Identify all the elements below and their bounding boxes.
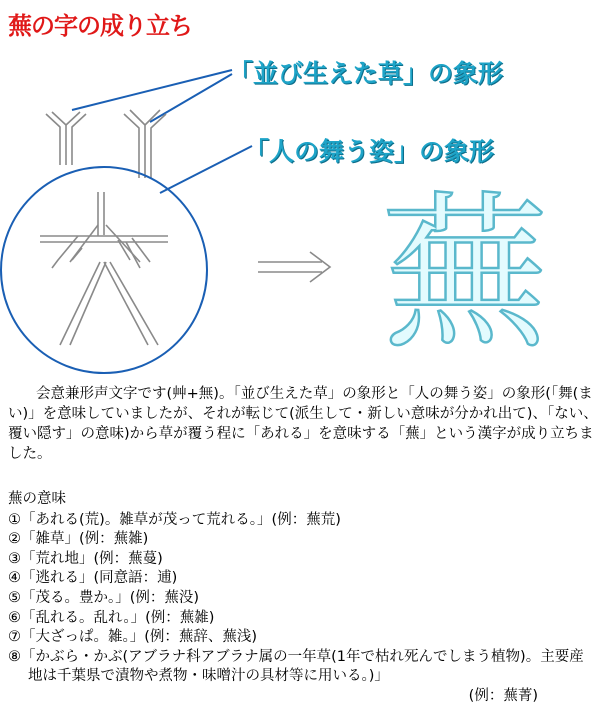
- page-title: 蕪の字の成り立ち: [8, 12, 192, 40]
- meaning-item: ④「逃れる」(同意語：逋): [8, 570, 178, 587]
- dancer-glyph: [40, 192, 168, 345]
- meaning-example: (例：蕪菁): [468, 687, 538, 704]
- description: [8, 384, 598, 464]
- description-text: 会意兼形声文字です(艸+無)。「並び生えた草」の象形と「人の舞う姿」の象形(「舞(まい)」を意味していましたが、それが転じて(派生して・新しい意味が分かれ出て)、「ない、覆い隠す」の意味)から草が覆う程に「あれる」を意味する「蕪」という漢字が成り立ちました。: [8, 386, 598, 462]
- result-glyph: 蕪: [381, 176, 549, 372]
- dancer-callout: 「人の舞う姿」の象形: [244, 137, 495, 166]
- meaning-item: ⑧「かぶら・かぶ(アブラナ科アブラナ属の一年草(1年で枯れ死んでしまう植物)。主要産地は千葉県で漬物や煮物・味噌汁の具材等に用いる。)」: [8, 648, 584, 685]
- meaning-heading: 蕪の意味: [8, 491, 66, 507]
- meaning-list: [8, 490, 598, 707]
- grass-pointer-line: [72, 70, 232, 110]
- meaning-item: ⑥「乱れる。乱れ。」(例：蕪雑): [8, 609, 215, 626]
- arrow-icon: [258, 252, 330, 282]
- meaning-item: ①「あれる(荒)。雑草が茂って荒れる。」(例：蕪荒): [8, 511, 341, 528]
- meaning-item: ⑦「大ざっぱ。雑。」(例：蕪辞、蕪浅): [8, 629, 258, 646]
- meaning-item: ⑤「茂る。豊か。」(例：蕪没): [8, 589, 200, 606]
- grass-callout: 「並び生えた草」の象形: [228, 59, 504, 88]
- dancer-pointer-line: [160, 146, 252, 193]
- meaning-item: ③「荒れ地」(例：蕪蔓): [8, 550, 163, 567]
- meaning-item: ②「雑草」(例：蕪雑): [8, 531, 149, 548]
